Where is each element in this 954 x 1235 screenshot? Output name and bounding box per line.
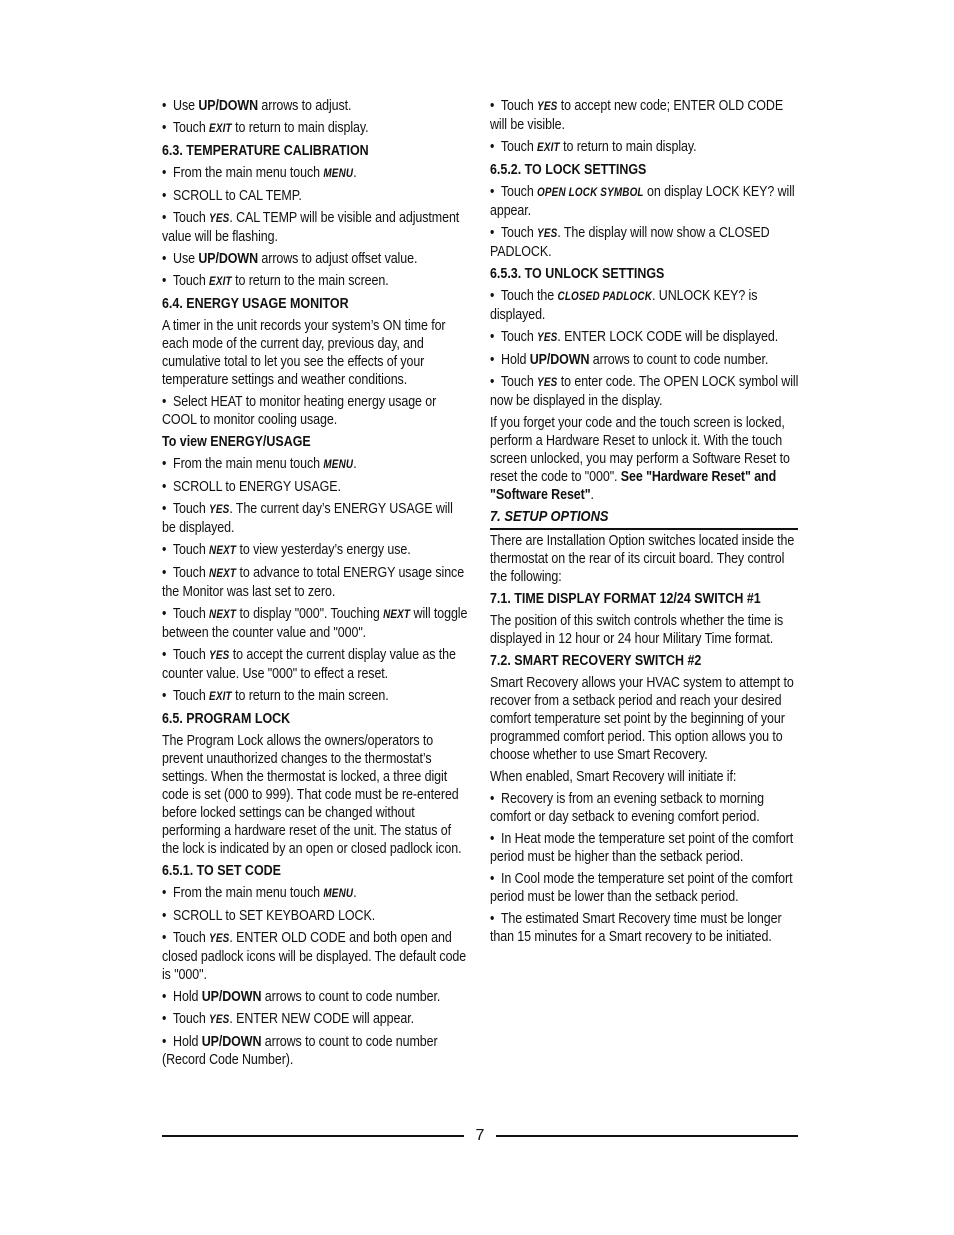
bullet-next-total: • Touch NEXT to advance to total ENERGY usage since the Monitor was last set to zero. xyxy=(162,565,465,600)
bullet-yes-enter: • Touch YES to enter code. The OPEN LOCK symbol will now be displayed in the display. xyxy=(490,374,799,409)
bullet-touch-exit: • Touch EXIT to return to main display. xyxy=(162,120,369,136)
heading-6-5-3: 6.5.3. TO UNLOCK SETTINGS xyxy=(490,266,665,282)
heading-6-5: 6.5. PROGRAM LOCK xyxy=(162,711,291,727)
bullet-exit-main: • Touch EXIT to return to the main screen. xyxy=(162,273,389,289)
bullet-yes-energy: • Touch YES. The current day’s ENERGY USAGE will be displayed. xyxy=(162,501,453,536)
page-number: 7 xyxy=(475,1127,485,1144)
bullet-scroll-cal: • SCROLL to CAL TEMP. xyxy=(162,188,302,204)
bullet-menu-3: • From the main menu touch MENU. xyxy=(162,885,357,901)
bullet-estimated-time: • The estimated Smart Recovery time must be longer than 15 minutes for a Smart recovery to be initiated. xyxy=(490,911,782,945)
heading-6-5-2: 6.5.2. TO LOCK SETTINGS xyxy=(490,162,647,178)
bullet-scroll-energy: • SCROLL to ENERGY USAGE. xyxy=(162,479,341,495)
heading-view-energy: To view ENERGY/USAGE xyxy=(162,434,311,450)
bullet-menu: • From the main menu touch MENU. xyxy=(162,165,357,181)
paragraph-when-enabled: When enabled, Smart Recovery will initiate if: xyxy=(490,769,737,785)
paragraph-forget-code: If you forget your code and the touch screen is locked, perform a Hardware Reset to unlock it. With the touch screen unlocked, you may perform a Software Reset to reset the code to "000". See "Hardware Reset" and "Software Reset". xyxy=(490,415,790,503)
paragraph-setup: There are Installation Option switches located inside the thermostat on the rear of its circuit board. They control the following: xyxy=(490,533,795,585)
heading-6-3: 6.3. TEMPERATURE CALIBRATION xyxy=(162,143,369,159)
bullet-yes-old-code: • Touch YES. ENTER OLD CODE and both open and closed padlock icons will be displayed. The default code is "000". xyxy=(162,930,467,983)
bullet-hold-record: • Hold UP/DOWN arrows to count to code number (Record Code Number). xyxy=(162,1034,438,1068)
bullet-touch-yes-cal: • Touch YES. CAL TEMP will be visible and adjustment value will be flashing. xyxy=(162,210,460,245)
left-column xyxy=(162,97,468,1073)
heading-7: 7. SETUP OPTIONS xyxy=(490,508,798,530)
bullet-exit-main-3: • Touch EXIT to return to main display. xyxy=(490,139,697,155)
bullet-hold-updown: • Hold UP/DOWN arrows to count to code number. xyxy=(162,989,441,1005)
bullet-use-updown: • Use UP/DOWN arrows to adjust. xyxy=(162,98,352,114)
bullet-menu-2: • From the main menu touch MENU. xyxy=(162,456,357,472)
paragraph-time-format: The position of this switch controls whether the time is displayed in 12 hour or 24 hour Military Time format. xyxy=(490,613,784,647)
bullet-hold-updown-2: • Hold UP/DOWN arrows to count to code number. xyxy=(490,352,769,368)
paragraph-smart-recovery: Smart Recovery allows your HVAC system to attempt to recover from a setback period and reach your desired comfort temperature set point by the beginning of your programmed comfort period. This option allows you to choose whether to use Smart Recovery. xyxy=(490,675,794,763)
bullet-yes-accept: • Touch YES to accept the current display value as the counter value. Use "000" to effect a reset. xyxy=(162,647,456,682)
footer-rule-right xyxy=(496,1135,798,1137)
bullet-select-heat: • Select HEAT to monitor heating energy usage or COOL to monitor cooling usage. xyxy=(162,394,437,428)
bullet-recovery-evening: • Recovery is from an evening setback to morning comfort or day setback to evening comfort period. xyxy=(490,791,764,825)
bullet-yes-new-code: • Touch YES. ENTER NEW CODE will appear. xyxy=(162,1011,414,1027)
paragraph-program-lock: The Program Lock allows the owners/operators to prevent unauthorized changes to the thermostat’s settings. When the thermostat is locked, a three digit code is set (000 to 999). That code must be re-entered before locked settings can be changed without performing a hardware reset of the unit. The status of the lock is indicated by an open or closed padlock icon. xyxy=(162,733,462,857)
bullet-heat-mode: • In Heat mode the temperature set point of the comfort period must be higher than the setback period. xyxy=(490,831,794,865)
right-column xyxy=(490,97,798,950)
heading-7-1: 7.1. TIME DISPLAY FORMAT 12/24 SWITCH #1 xyxy=(490,591,761,607)
bullet-use-offset: • Use UP/DOWN arrows to adjust offset value. xyxy=(162,251,418,267)
bullet-closed-padlock: • Touch the CLOSED PADLOCK. UNLOCK KEY? is displayed. xyxy=(490,288,758,323)
heading-6-5-1: 6.5.1. TO SET CODE xyxy=(162,863,281,879)
bullet-yes-accept-code: • Touch YES to accept new code; ENTER OLD CODE will be visible. xyxy=(490,98,784,133)
footer-rule-left xyxy=(162,1135,464,1137)
heading-6-4: 6.4. ENERGY USAGE MONITOR xyxy=(162,296,349,312)
bullet-scroll-lock: • SCROLL to SET KEYBOARD LOCK. xyxy=(162,908,376,924)
bullet-next-yesterday: • Touch NEXT to view yesterday’s energy use. xyxy=(162,542,411,558)
bullet-exit-main-2: • Touch EXIT to return to the main screen. xyxy=(162,688,389,704)
bullet-yes-closed: • Touch YES. The display will now show a CLOSED PADLOCK. xyxy=(490,225,770,260)
bullet-next-000: • Touch NEXT to display "000". Touching NEXT will toggle between the counter value and "000". xyxy=(162,606,468,641)
bullet-yes-lock-code: • Touch YES. ENTER LOCK CODE will be displayed. xyxy=(490,329,779,345)
heading-7-2: 7.2. SMART RECOVERY SWITCH #2 xyxy=(490,653,702,669)
bullet-cool-mode: • In Cool mode the temperature set point of the comfort period must be lower than the setback period. xyxy=(490,871,793,905)
paragraph-energy: A timer in the unit records your system’s ON time for each mode of the current day, previous day, and cumulative total to let you see the effects of your temperature settings and weather conditions. xyxy=(162,318,446,388)
bullet-open-lock: • Touch OPEN LOCK SYMBOL on display LOCK KEY? will appear. xyxy=(490,184,795,219)
